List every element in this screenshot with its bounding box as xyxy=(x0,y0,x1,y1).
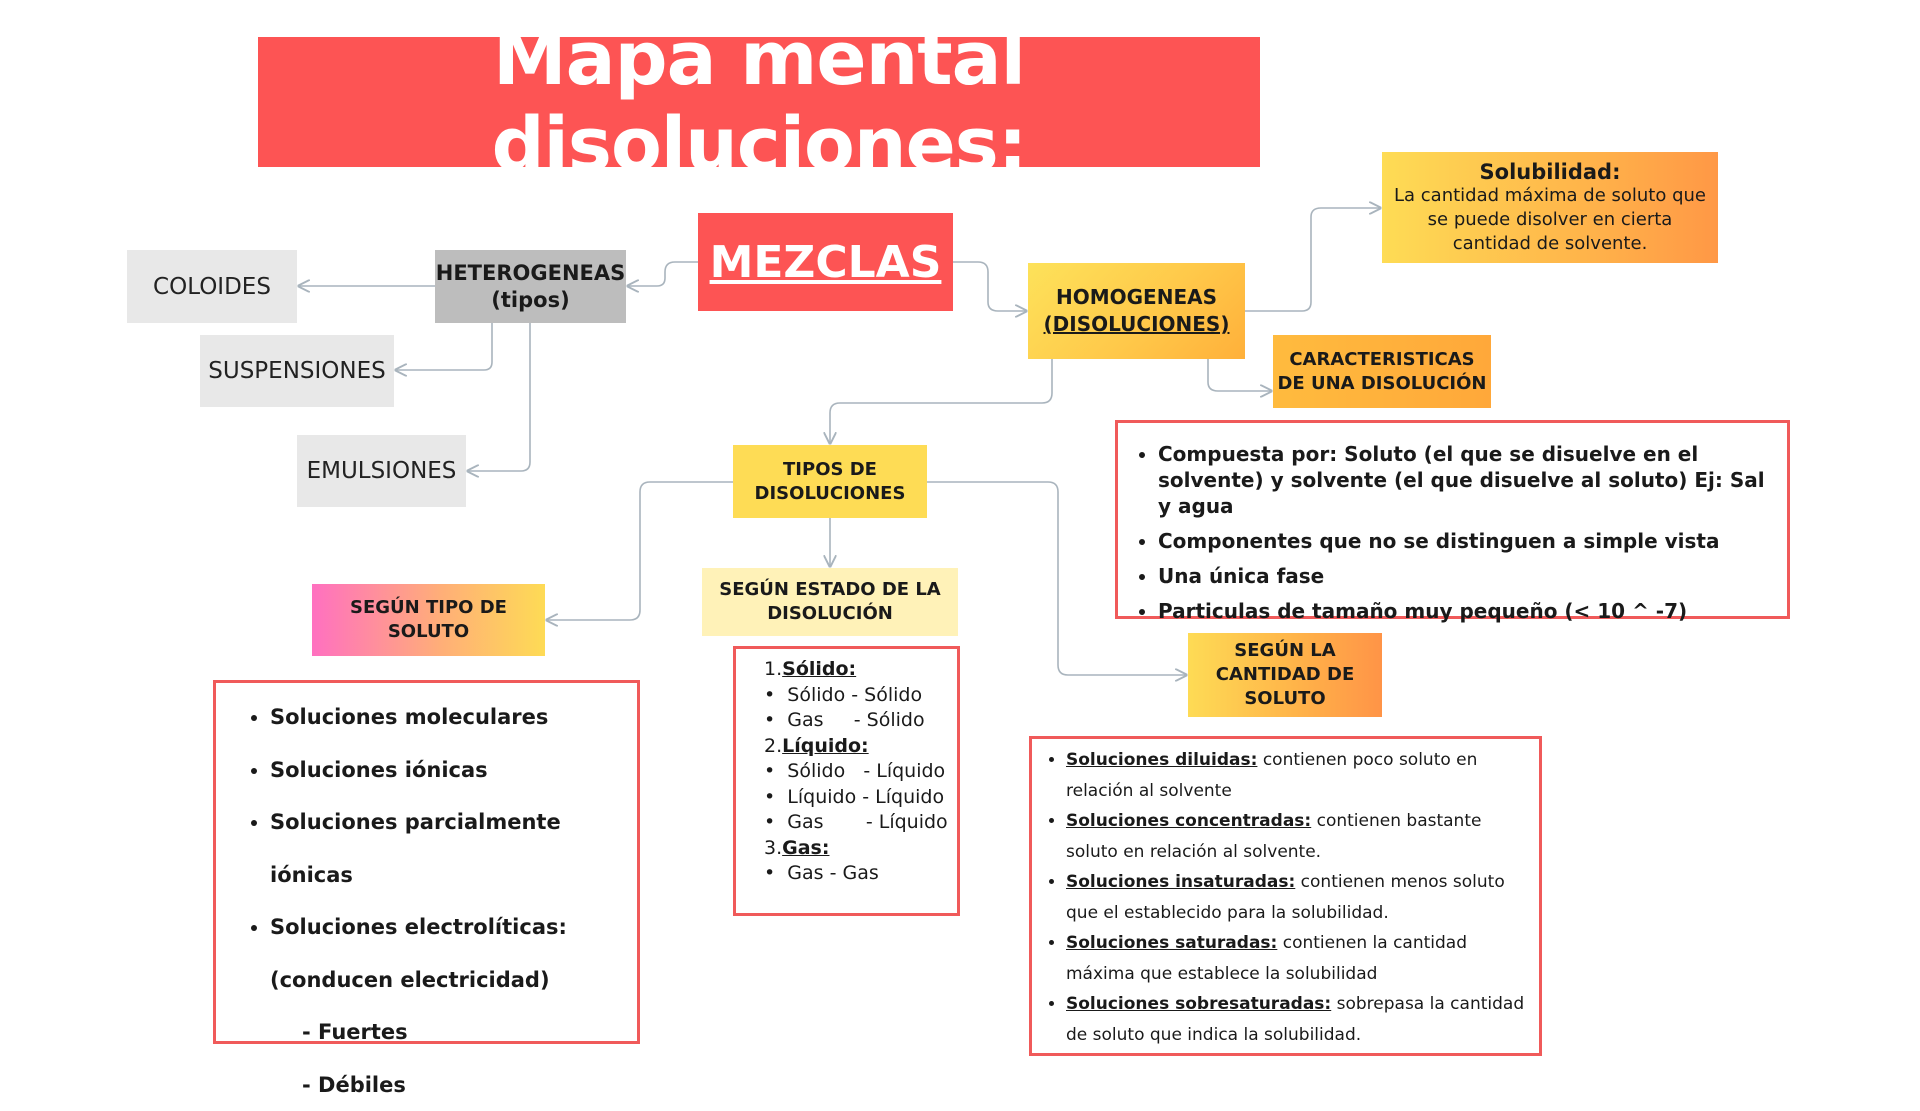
list-item: • Gas - Gas xyxy=(764,861,947,887)
node-tipos-line1: TIPOS DE xyxy=(783,458,877,482)
caracteristicas-list-box xyxy=(1115,420,1790,619)
node-caracteristicas xyxy=(1273,335,1491,408)
list-item: • Soluciones concentradas: contienen bastante soluto en relación al solvente. xyxy=(1066,806,1535,867)
connector-mezclas-homogeneas xyxy=(953,262,1026,311)
cantidad-list xyxy=(1046,745,1535,1050)
estado-list-box xyxy=(733,646,960,916)
node-tipo-soluto-line1: SEGÚN TIPO DE xyxy=(350,596,507,620)
node-suspensiones-label: SUSPENSIONES xyxy=(208,358,385,384)
list-item: (conducen electricidad) xyxy=(270,954,627,1007)
list-item: • Soluciones iónicas xyxy=(270,744,627,797)
cantidad-list-box xyxy=(1029,736,1542,1056)
node-homogeneas-line2: (DISOLUCIONES) xyxy=(1044,311,1230,338)
soluto-list xyxy=(248,691,627,1111)
caracteristicas-list xyxy=(1132,441,1777,624)
list-item: - Fuertes xyxy=(270,1006,627,1059)
list-item: • Soluciones sobresaturadas: sobrepasa la cantidad de soluto que indica la solubilidad. xyxy=(1066,989,1535,1050)
list-item: • Sólido - Líquido xyxy=(764,759,947,785)
node-solubilidad xyxy=(1382,152,1718,263)
soluto-list-box xyxy=(213,680,640,1044)
list-item: • Soluciones saturadas: contienen la cantidad máxima que establece la solubilidad xyxy=(1066,928,1535,989)
connector-heterogeneas-emulsiones xyxy=(468,323,530,471)
connector-homogeneas-tipos xyxy=(830,359,1052,443)
solubilidad-text: La cantidad máxima de soluto que se puede disolver en cierta cantidad de solvente. xyxy=(1386,184,1714,256)
node-estado-line2: DISOLUCIÓN xyxy=(767,602,893,626)
node-tipos-line2: DISOLUCIONES xyxy=(755,482,906,506)
list-item: - Débiles xyxy=(270,1059,627,1111)
node-coloides-label: COLOIDES xyxy=(153,274,271,300)
node-caracteristicas-line2: DE UNA DISOLUCIÓN xyxy=(1277,372,1486,396)
estado-solido-heading: 1.Sólido: xyxy=(764,657,947,683)
node-segun-tipo-soluto xyxy=(312,584,545,656)
list-item: • Componentes que no se distinguen a simple vista xyxy=(1158,528,1777,554)
estado-liquido-heading: 2.Líquido: xyxy=(764,734,947,760)
list-item: • Soluciones diluidas: contienen poco soluto en relación al solvente xyxy=(1066,745,1535,806)
solubilidad-heading: Solubilidad: xyxy=(1480,160,1621,184)
node-heterogeneas xyxy=(435,250,626,323)
node-suspensiones xyxy=(200,335,394,407)
estado-gas-heading: 3.Gas: xyxy=(764,836,947,862)
node-emulsiones xyxy=(297,435,466,507)
list-item: • Particulas de tamaño muy pequeño (< 10 ^ -7) xyxy=(1158,598,1777,624)
list-item: • Soluciones insaturadas: contienen menos soluto que el establecido para la solubilidad. xyxy=(1066,867,1535,928)
node-segun-cantidad-soluto xyxy=(1188,633,1382,717)
node-homogeneas-line1: HOMOGENEAS xyxy=(1056,284,1217,311)
node-emulsiones-label: EMULSIONES xyxy=(307,458,457,484)
list-item: • Soluciones parcialmente iónicas xyxy=(270,796,627,901)
node-cantidad-line2: CANTIDAD DE xyxy=(1216,663,1355,687)
node-tipo-soluto-line2: SOLUTO xyxy=(388,620,469,644)
list-item: • Una única fase xyxy=(1158,563,1777,589)
node-cantidad-line3: SOLUTO xyxy=(1244,687,1325,711)
list-item: • Gas - Sólido xyxy=(764,708,947,734)
list-item: • Soluciones electrolíticas: xyxy=(270,901,627,954)
page-title-text: Mapa mental disoluciones: xyxy=(258,16,1260,188)
node-mezclas-label: MEZCLAS xyxy=(710,237,942,288)
node-caracteristicas-line1: CARACTERISTICAS xyxy=(1289,348,1474,372)
list-item: • Soluciones moleculares xyxy=(270,691,627,744)
list-item: • Compuesta por: Soluto (el que se disuelve en el solvente) y solvente (el que disuelve al soluto) Ej: Sal y agua xyxy=(1158,441,1777,519)
connector-mezclas-heterogeneas xyxy=(628,262,698,286)
connector-homogeneas-caracteristicas xyxy=(1208,359,1271,391)
list-item: • Líquido - Líquido xyxy=(764,785,947,811)
node-homogeneas xyxy=(1028,263,1245,359)
list-item: • Sólido - Sólido xyxy=(764,683,947,709)
node-estado-line1: SEGÚN ESTADO DE LA xyxy=(719,578,940,602)
connector-heterogeneas-suspensiones xyxy=(396,323,492,370)
list-item: • Gas - Líquido xyxy=(764,810,947,836)
node-cantidad-line1: SEGÚN LA xyxy=(1234,639,1335,663)
node-coloides xyxy=(127,250,297,323)
node-heterogeneas-line1: HETEROGENEAS xyxy=(436,260,626,287)
node-mezclas xyxy=(698,213,953,311)
node-heterogeneas-line2: (tipos) xyxy=(491,287,569,314)
connector-homogeneas-solubilidad xyxy=(1245,208,1380,311)
page-title xyxy=(258,37,1260,167)
node-tipos-disoluciones xyxy=(733,445,927,518)
node-segun-estado xyxy=(702,568,958,636)
